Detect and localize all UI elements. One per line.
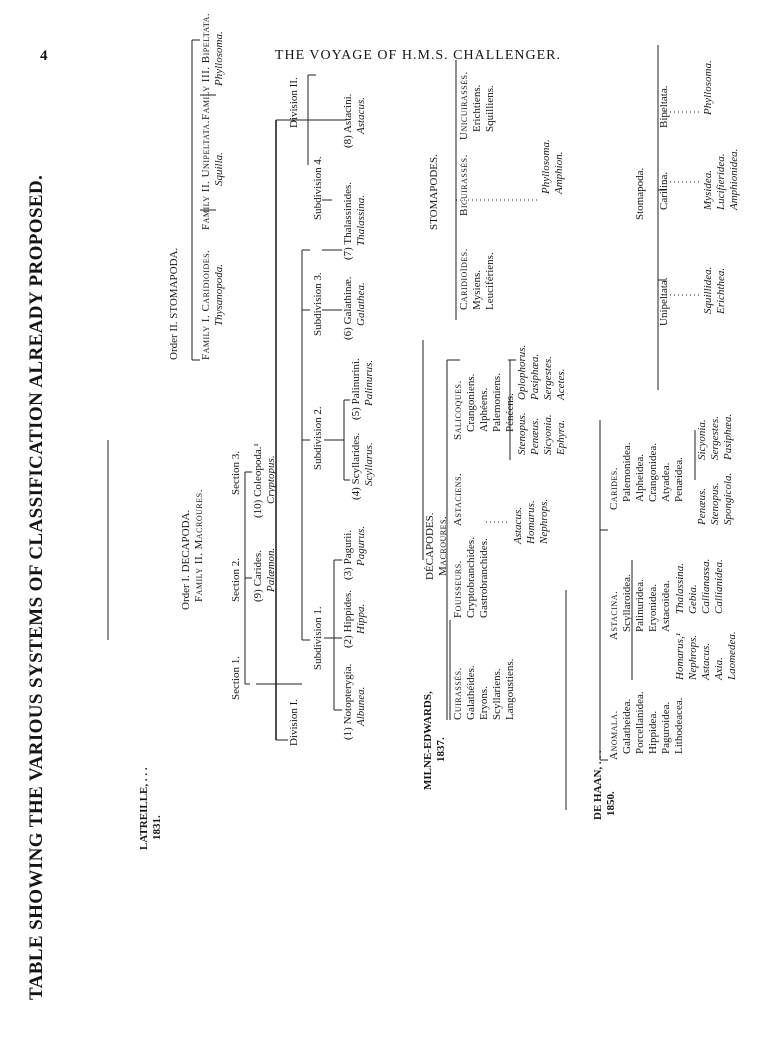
latreille-group-2 <box>342 590 368 648</box>
latreille-section-3-group <box>252 443 278 518</box>
milne-edwards-year: 1837. <box>435 737 447 762</box>
latreille-g8-genus: Astacus. <box>355 97 367 134</box>
dehaan-car2-genus-2: Amphionidea. <box>728 148 740 210</box>
latreille-g7-name: (7) Thalassinides. <box>342 181 354 260</box>
latreille-section-3: Section 3. <box>230 451 242 495</box>
latreille-author-name: LATREILLE, . . . <box>138 767 150 850</box>
page-number: 4 <box>40 48 49 64</box>
dehaan-unipeltata: Unipeltata. <box>658 277 670 326</box>
latreille-g1-genus: Albunea. <box>355 686 367 726</box>
latreille-g4-genus: Scyllarus. <box>363 442 375 486</box>
latreille-stomapoda-family-1 <box>200 250 226 360</box>
latreille-group-3 <box>342 526 368 580</box>
latreille-year: 1831. <box>151 815 163 840</box>
dehaan-ast-genus-a1: Nephrops. <box>687 634 699 680</box>
latreille-g2-name: (2) Hippides. <box>342 589 354 648</box>
milne-sal-genus-a0: Stenopus. <box>516 412 528 455</box>
milne-astaciens-genera <box>512 499 551 544</box>
milne-caridioides-0: Caridioïdes. <box>458 248 470 310</box>
latreille-subdivision-1: Subdivision 1. <box>312 606 324 670</box>
dehaan-uni-genus-0: Squillidea. <box>702 266 714 314</box>
milne-bicuirasses: Bicuirassés. <box>458 154 470 216</box>
dehaan-carides-4: Atyadea. <box>660 462 672 502</box>
table-title: TABLE SHOWING THE VARIOUS SYSTEMS OF CLASSIFICATION ALREADY PROPOSED. <box>26 174 47 1000</box>
dehaan-carides <box>608 442 686 510</box>
dehaan-ast-genus-a4: Laomedea. <box>726 631 738 680</box>
dehaan-astacina-0: Astacina. <box>608 590 620 640</box>
dehaan-anomala-4: Paguroidea. <box>660 701 672 754</box>
de-haan-name: DE HAAN, . . . <box>592 750 604 820</box>
latreille-family-macroures: Family II. Macroures. <box>193 489 205 602</box>
latreille-g8-name: (8) Astacini. <box>342 93 354 148</box>
latreille-division-1: Division I. <box>288 698 300 746</box>
latreille-subdivision-4: Subdivision 4. <box>312 156 324 220</box>
milne-salicoques-0: Salicoques. <box>452 380 464 440</box>
latreille-s3-name: (10) Coleopoda.¹ <box>252 443 264 518</box>
running-head: THE VOYAGE OF H.M.S. CHALLENGER. <box>274 48 561 63</box>
latreille-g3-genus: Pagurus. <box>355 525 367 566</box>
milne-cuirasses-0: Cuirassés. <box>452 667 464 720</box>
milne-bic-genus-1: Amphion. <box>553 151 565 194</box>
latreille-group-1 <box>342 664 368 740</box>
milne-macroures-label: Macroures. <box>437 515 449 576</box>
latreille-author <box>138 767 164 850</box>
milne-caridioides <box>458 248 497 310</box>
milne-caridioides-2: Leucifériens. <box>484 252 496 310</box>
dehaan-ast-genus-b1: Gebia. <box>687 584 699 614</box>
latreille-group-8 <box>342 94 368 148</box>
dehaan-car-genus-b2: Pasiphæa. <box>722 413 734 460</box>
milne-salicoques <box>452 373 517 440</box>
latreille-g5-genus: Palinurus. <box>363 359 375 406</box>
dehaan-astacina-4: Astacoidea. <box>660 580 672 632</box>
dehaan-car-genus-a2: Spongicola. <box>722 472 734 525</box>
latreille-order-decapoda: Order I. DECAPODA. <box>180 509 192 610</box>
dehaan-ast-genus-b2: Callianassa. <box>700 558 712 614</box>
milne-cuirasses-4: Langoustiens. <box>504 658 516 720</box>
dehaan-car2-genus-0: Mysidea. <box>702 169 714 210</box>
latreille-stom-fam2-genus: Squilla. <box>213 152 225 186</box>
milne-salicoques-4: Pénéens. <box>504 393 516 432</box>
dehaan-ast-genus-a3: Axia. <box>713 657 725 680</box>
milne-fouisseurs-0: Fouisseurs. <box>452 560 464 618</box>
latreille-section-1: Section 1. <box>230 656 242 700</box>
latreille-group-6 <box>342 276 368 340</box>
milne-salicoques-2: Alphéens. <box>478 387 490 432</box>
dehaan-anomala <box>608 691 686 760</box>
milne-salicoques-genera-a <box>516 413 568 455</box>
milne-cuirasses-2: Eryons. <box>478 686 490 720</box>
milne-cuirasses <box>452 659 517 720</box>
latreille-stom-fam1-genus: Thysanopoda. <box>213 263 225 326</box>
dehaan-carides-genera-b <box>696 414 735 460</box>
milne-bicuirasses-genera <box>540 139 566 194</box>
dehaan-anomala-0: Anomala. <box>608 710 620 760</box>
dehaan-carides-3: Crangonidea. <box>647 443 659 502</box>
milne-sal-genus-b2: Sergestes. <box>542 356 554 400</box>
dehaan-ast-genus-a2: Astacus. <box>700 643 712 680</box>
milne-unicuirasses-0: Unicuirassés. <box>458 71 470 140</box>
latreille-decapoda <box>180 489 206 610</box>
latreille-s3-genus: Cryptopus. <box>265 455 277 504</box>
latreille-section-2-group <box>252 548 278 602</box>
dehaan-astacina-2: Palinuridea. <box>634 579 646 632</box>
dehaan-carilina-genera <box>702 149 741 210</box>
dehaan-astacina-genera-a <box>674 631 739 680</box>
latreille-g1-name: (1) Notopterygia. <box>342 663 354 740</box>
milne-salicoques-genera-b <box>516 345 568 400</box>
dehaan-carides-1: Palemonidea. <box>621 442 633 502</box>
milne-astaciens-genus-0: Astacus. <box>512 507 524 544</box>
milne-salicoques-1: Crangoniens. <box>465 373 477 432</box>
dehaan-ast-genus-a0: Homarus,¹ <box>674 633 686 680</box>
latreille-stom-fam1-name: Family I. Caridioides. <box>200 249 212 360</box>
latreille-g3-name: (3) Pagurii. <box>342 529 354 580</box>
milne-fouisseurs-2: Gastrobranchides. <box>478 538 490 618</box>
classification-table <box>26 12 740 1000</box>
latreille-subdivision-3: Subdivision 3. <box>312 272 324 336</box>
dehaan-astacina-3: Eryonidea. <box>647 584 659 632</box>
milne-fouisseurs <box>452 537 491 618</box>
milne-unicuirasses-2: Squilliens. <box>484 85 496 132</box>
dehaan-car-genus-b0: Sicyonia. <box>696 419 708 460</box>
milne-unicuirasses <box>458 71 497 140</box>
dehaan-astacina <box>608 574 673 640</box>
latreille-g5-name: (5) Palinurini. <box>350 358 362 420</box>
latreille-group-4 <box>350 433 376 500</box>
milne-caridioides-1: Mysiens. <box>471 269 483 310</box>
milne-sal-genus-a3: Ephyra. <box>555 419 567 455</box>
latreille-stomapoda-family-2 <box>200 120 226 230</box>
milne-astaciens-genus-2: Nephrops. <box>538 498 550 544</box>
milne-sal-genus-a2: Sicyonia. <box>542 414 554 455</box>
latreille-group-7 <box>342 182 368 260</box>
dehaan-carides-2: Alpheidea. <box>634 454 646 502</box>
dehaan-astacina-1: Scyllaroidea. <box>621 574 633 632</box>
latreille-s2-name: (9) Carides. <box>252 550 264 602</box>
latreille-s2-genus: Palæmon. <box>265 547 277 592</box>
dehaan-car-genus-a1: Stenopus. <box>709 482 721 525</box>
latreille-order-stomapoda: Order II. STOMAPODA. <box>168 247 180 360</box>
dehaan-car-genus-b1: Sergestes. <box>709 416 721 460</box>
dehaan-anomala-3: Hippidea. <box>647 710 659 754</box>
dehaan-uni-genus-1: Erichthea. <box>715 267 727 314</box>
latreille-g6-name: (6) Galathinæ. <box>342 276 354 340</box>
dehaan-unipeltata-genera <box>702 267 728 314</box>
dehaan-car-genus-a0: Penæus. <box>696 488 708 525</box>
milne-sal-genus-b3: Acetes. <box>555 368 567 400</box>
dehaan-anomala-2: Porcellanidea. <box>634 691 646 754</box>
dehaan-carides-5: Penæidea. <box>673 457 685 502</box>
dehaan-anomala-1: Galatheidea. <box>621 698 633 754</box>
latreille-group-5 <box>350 358 376 420</box>
milne-sal-genus-b0: Oplophorus. <box>516 344 528 400</box>
latreille-section-2: Section 2. <box>230 558 242 602</box>
milne-sal-genus-b1: Pasiphæa. <box>529 353 541 400</box>
milne-stomapodes: STOMAPODES. <box>428 154 440 230</box>
milne-cuirasses-1: Galathéides. <box>465 665 477 720</box>
milne-edwards-name: MILNE-EDWARDS, <box>422 691 434 790</box>
latreille-division-2: Division II. <box>288 77 300 128</box>
milne-cuirasses-3: Scyllariens. <box>491 668 503 720</box>
dehaan-astacina-genera-b <box>674 559 726 614</box>
latreille-stom-fam3-genus: Phyllosoma. <box>213 31 225 86</box>
dehaan-car2-genus-1: Lucifieridea. <box>715 153 727 210</box>
latreille-stom-fam3-name: Family III. Bipeltata. <box>200 12 212 120</box>
dehaan-carides-genera-a <box>696 473 735 525</box>
de-haan-author <box>592 750 618 820</box>
milne-fouisseurs-1: Cryptobranchides. <box>465 537 477 618</box>
dehaan-carides-0: Carides. <box>608 467 620 510</box>
milne-sal-genus-a1: Penæus. <box>529 418 541 455</box>
dehaan-anomala-5: Lithodeacea. <box>673 697 685 754</box>
dehaan-carilina: Carilina. <box>658 171 670 210</box>
latreille-g7-genus: Thalassina. <box>355 194 367 246</box>
milne-unicuirasses-1: Erichtiens. <box>471 84 483 132</box>
latreille-stom-fam2-name: Family II. Unipeltata. <box>200 120 212 230</box>
milne-decapodes <box>424 512 450 580</box>
milne-astaciens-genus-1: Homarus. <box>525 500 537 544</box>
milne-salicoques-3: Palemoniens. <box>491 373 503 432</box>
dehaan-bip-genus-0: Phyllosoma. <box>702 60 714 115</box>
milne-bic-genus-0: Phyllosoma. <box>540 139 552 194</box>
latreille-g4-name: (4) Scyllarides. <box>350 432 362 500</box>
dehaan-bipeltata-genera <box>702 60 715 115</box>
dehaan-ast-genus-b3: Callianidea. <box>713 559 725 614</box>
latreille-g2-genus: Hippa. <box>355 603 367 634</box>
milne-edwards-author <box>422 691 448 790</box>
milne-astaciens: Astaciens. <box>452 472 464 526</box>
milne-decapodes-label: DÉCAPODES. <box>424 512 436 580</box>
latreille-g6-genus: Galathea. <box>355 282 367 326</box>
dehaan-stomapoda: Stomapoda. <box>634 167 646 220</box>
latreille-stomapoda-family-3 <box>200 13 226 120</box>
dehaan-ast-genus-b0: Thalassina. <box>674 562 686 614</box>
latreille-subdivision-2: Subdivision 2. <box>312 406 324 470</box>
dehaan-bipeltata: Bipeltata. <box>658 85 670 128</box>
de-haan-year: 1850. <box>605 791 617 816</box>
